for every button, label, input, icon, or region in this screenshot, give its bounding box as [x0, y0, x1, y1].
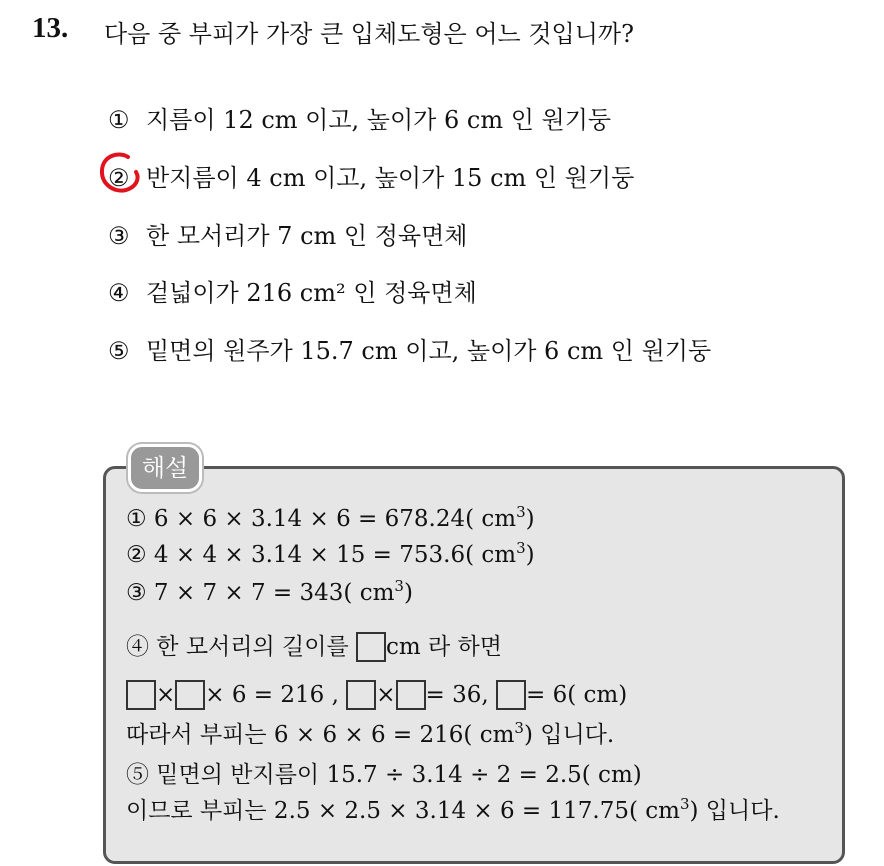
- solution-line-3: ③ 7 × 7 × 7 = 343( $cm^3$): [126, 577, 413, 606]
- solution-line-6: 따라서 부피는 6 × 6 × 6 = 216( $cm^3$) 입니다.: [126, 719, 615, 748]
- solution-line-1: ① 6 × 6 × 3.14 × 6 = 678.24( $cm^3$): [126, 503, 535, 532]
- option-text: 겉넓이가 216 cm² 인 정육면체: [146, 279, 477, 307]
- option-number: ③: [108, 222, 130, 250]
- option-number: ⑤: [108, 337, 130, 365]
- option-text: 반지름이 4 cm 이고, 높이가 15 cm 인 원기둥: [146, 164, 635, 192]
- option-number: ②: [108, 164, 130, 192]
- question-number: 13.: [32, 12, 69, 44]
- option-2[interactable]: [108, 158, 634, 192]
- solution-line-4: ④ 한 모서리의 길이를 cm 라 하면: [126, 634, 502, 660]
- blank-box: [126, 680, 156, 710]
- option-text: 지름이 12 cm 이고, 높이가 6 cm 인 원기둥: [146, 106, 612, 134]
- option-number: ①: [108, 106, 130, 134]
- option-1[interactable]: [108, 100, 611, 134]
- solution-label: 해설: [128, 444, 202, 492]
- option-text: 한 모서리가 7 cm 인 정육면체: [146, 222, 468, 250]
- option-text: 밑면의 원주가 15.7 cm 이고, 높이가 6 cm 인 원기둥: [146, 337, 712, 365]
- solution-line-5: × × 6 = 216 , × = 36, = 6( cm): [126, 680, 627, 710]
- blank-box: [396, 680, 426, 710]
- solution-line-8: 이므로 부피는 2.5 × 2.5 × 3.14 × 6 = 117.75( $cm^3$) 입니다.: [126, 795, 780, 824]
- solution-line-7: ⑤ 밑면의 반지름이 15.7 ÷ 3.14 ÷ 2 = 2.5( cm): [126, 762, 642, 788]
- blank-box: [346, 680, 376, 710]
- option-5[interactable]: [108, 331, 711, 365]
- blank-box: [356, 632, 386, 662]
- option-number: ④: [108, 279, 130, 307]
- option-4[interactable]: [108, 273, 477, 307]
- question-text: 다음 중 부피가 가장 큰 입체도형은 어느 것입니까?: [104, 20, 634, 48]
- answer-circle-mark: [98, 152, 144, 196]
- solution-line-2: ② 4 × 4 × 3.14 × 15 = 753.6( $cm^3$): [126, 539, 535, 568]
- blank-box: [175, 680, 205, 710]
- blank-box: [496, 680, 526, 710]
- option-3[interactable]: [108, 216, 467, 250]
